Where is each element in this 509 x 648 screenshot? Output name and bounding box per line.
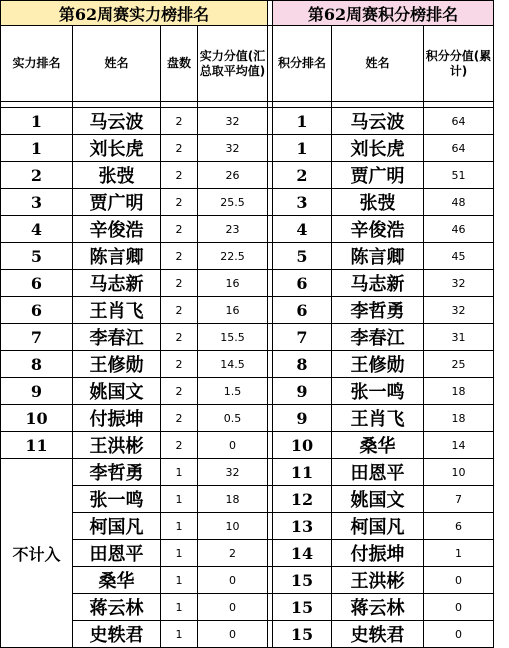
- player-name-cell: 贾广明: [73, 189, 161, 216]
- table-row: [1, 594, 494, 621]
- player-name-cell: 李哲勇: [332, 297, 424, 324]
- points-value-cell: 10: [424, 459, 494, 486]
- player-name-cell: 刘长虎: [73, 135, 161, 162]
- strength-value-cell: 23: [198, 216, 268, 243]
- games-count-cell: 1: [161, 513, 198, 540]
- games-count-cell: 1: [161, 567, 198, 594]
- table-row: [1, 486, 494, 513]
- points-value-cell: 64: [424, 135, 494, 162]
- games-count-cell: 2: [161, 432, 198, 459]
- games-count-cell: 2: [161, 378, 198, 405]
- points-value-cell: 0: [424, 621, 494, 648]
- player-name-cell: 付振坤: [332, 540, 424, 567]
- points-value-cell: 18: [424, 405, 494, 432]
- player-name-cell: 柯国凡: [73, 513, 161, 540]
- games-count-cell: 2: [161, 270, 198, 297]
- games-count-cell: 2: [161, 216, 198, 243]
- points-rank-cell: 9: [273, 405, 332, 432]
- points-value-cell: 14: [424, 432, 494, 459]
- points-rank-cell: 6: [273, 270, 332, 297]
- points-rank-cell: 8: [273, 351, 332, 378]
- player-name-cell: 李春江: [332, 324, 424, 351]
- player-name-cell: 王洪彬: [73, 432, 161, 459]
- games-count-cell: 2: [161, 297, 198, 324]
- player-name-cell: 马志新: [332, 270, 424, 297]
- points-rank-cell: 1: [273, 108, 332, 135]
- strength-value-cell: 32: [198, 108, 268, 135]
- strength-value-cell: 16: [198, 297, 268, 324]
- points-value-cell: 25: [424, 351, 494, 378]
- table-row: [1, 567, 494, 594]
- table-row: [1, 513, 494, 540]
- header-strength-rank: 实力排名: [1, 26, 73, 102]
- points-rank-cell: 4: [273, 216, 332, 243]
- player-name-cell: 王修勋: [73, 351, 161, 378]
- table-row: [1, 621, 494, 648]
- table-row: [1, 324, 494, 351]
- header-points-value: 积分分值(累计): [424, 26, 494, 102]
- strength-rank-cell: 7: [1, 324, 73, 351]
- strength-rank-cell: 11: [1, 432, 73, 459]
- player-name-cell: 田恩平: [332, 459, 424, 486]
- player-name-cell: 贾广明: [332, 162, 424, 189]
- player-name-cell: 田恩平: [73, 540, 161, 567]
- strength-value-cell: 18: [198, 486, 268, 513]
- player-name-cell: 马云波: [73, 108, 161, 135]
- points-value-cell: 31: [424, 324, 494, 351]
- strength-value-cell: 16: [198, 270, 268, 297]
- strength-value-cell: 10: [198, 513, 268, 540]
- table-row: [1, 189, 494, 216]
- player-name-cell: 蒋云林: [332, 594, 424, 621]
- player-name-cell: 刘长虎: [332, 135, 424, 162]
- strength-value-cell: 0: [198, 567, 268, 594]
- header-right-name: 姓名: [332, 26, 424, 102]
- table-row: [1, 135, 494, 162]
- strength-value-cell: 0: [198, 594, 268, 621]
- points-rank-cell: 12: [273, 486, 332, 513]
- title-row: [1, 1, 494, 26]
- strength-value-cell: 25.5: [198, 189, 268, 216]
- player-name-cell: 李哲勇: [73, 459, 161, 486]
- strength-value-cell: 0.5: [198, 405, 268, 432]
- points-rank-cell: 5: [273, 243, 332, 270]
- strength-ranking-title: 第62周赛实力榜排名: [1, 1, 268, 26]
- player-name-cell: 陈言卿: [73, 243, 161, 270]
- points-rank-cell: 10: [273, 432, 332, 459]
- points-value-cell: 1: [424, 540, 494, 567]
- player-name-cell: 李春江: [73, 324, 161, 351]
- strength-value-cell: 26: [198, 162, 268, 189]
- points-value-cell: 6: [424, 513, 494, 540]
- points-value-cell: 7: [424, 486, 494, 513]
- player-name-cell: 史轶君: [332, 621, 424, 648]
- table-row: [1, 540, 494, 567]
- strength-value-cell: 14.5: [198, 351, 268, 378]
- strength-value-cell: 0: [198, 432, 268, 459]
- player-name-cell: 王肖飞: [73, 297, 161, 324]
- table-row: [1, 270, 494, 297]
- points-rank-cell: 15: [273, 621, 332, 648]
- player-name-cell: 史轶君: [73, 621, 161, 648]
- points-rank-cell: 11: [273, 459, 332, 486]
- header-points-rank: 积分排名: [273, 26, 332, 102]
- strength-rank-cell: 2: [1, 162, 73, 189]
- table-row: [1, 243, 494, 270]
- points-value-cell: 18: [424, 378, 494, 405]
- excluded-label: 不计入: [1, 459, 73, 648]
- header-left-name: 姓名: [73, 26, 161, 102]
- strength-rank-cell: 10: [1, 405, 73, 432]
- strength-value-cell: 22.5: [198, 243, 268, 270]
- player-name-cell: 姚国文: [332, 486, 424, 513]
- player-name-cell: 王修勋: [332, 351, 424, 378]
- player-name-cell: 蒋云林: [73, 594, 161, 621]
- ranking-table-body: [1, 1, 494, 648]
- points-rank-cell: 2: [273, 162, 332, 189]
- player-name-cell: 桑华: [73, 567, 161, 594]
- games-count-cell: 2: [161, 351, 198, 378]
- player-name-cell: 姚国文: [73, 378, 161, 405]
- games-count-cell: 2: [161, 324, 198, 351]
- strength-rank-cell: 9: [1, 378, 73, 405]
- table-row: [1, 405, 494, 432]
- player-name-cell: 张弢: [73, 162, 161, 189]
- strength-value-cell: 1.5: [198, 378, 268, 405]
- table-row: [1, 216, 494, 243]
- strength-value-cell: 2: [198, 540, 268, 567]
- points-rank-cell: 15: [273, 594, 332, 621]
- strength-value-cell: 32: [198, 459, 268, 486]
- games-count-cell: 1: [161, 540, 198, 567]
- points-rank-cell: 14: [273, 540, 332, 567]
- points-value-cell: 45: [424, 243, 494, 270]
- header-row: [1, 26, 494, 102]
- points-value-cell: 0: [424, 567, 494, 594]
- table-row: [1, 108, 494, 135]
- points-value-cell: 32: [424, 297, 494, 324]
- player-name-cell: 马志新: [73, 270, 161, 297]
- strength-rank-cell: 6: [1, 297, 73, 324]
- games-count-cell: 1: [161, 486, 198, 513]
- header-games: 盘数: [161, 26, 198, 102]
- header-strength-value: 实力分值(汇总取平均值): [198, 26, 268, 102]
- strength-rank-cell: 8: [1, 351, 73, 378]
- player-name-cell: 陈言卿: [332, 243, 424, 270]
- player-name-cell: 付振坤: [73, 405, 161, 432]
- games-count-cell: 2: [161, 162, 198, 189]
- strength-value-cell: 15.5: [198, 324, 268, 351]
- strength-rank-cell: 1: [1, 135, 73, 162]
- games-count-cell: 1: [161, 459, 198, 486]
- points-rank-cell: 15: [273, 567, 332, 594]
- player-name-cell: 柯国凡: [332, 513, 424, 540]
- strength-rank-cell: 1: [1, 108, 73, 135]
- points-rank-cell: 1: [273, 135, 332, 162]
- points-rank-cell: 13: [273, 513, 332, 540]
- points-value-cell: 64: [424, 108, 494, 135]
- strength-rank-cell: 6: [1, 270, 73, 297]
- games-count-cell: 2: [161, 108, 198, 135]
- games-count-cell: 2: [161, 243, 198, 270]
- points-value-cell: 46: [424, 216, 494, 243]
- points-rank-cell: 9: [273, 378, 332, 405]
- player-name-cell: 桑华: [332, 432, 424, 459]
- points-rank-cell: 7: [273, 324, 332, 351]
- table-row: [1, 378, 494, 405]
- strength-value-cell: 32: [198, 135, 268, 162]
- points-ranking-title: 第62周赛积分榜排名: [273, 1, 494, 26]
- table-row: [1, 351, 494, 378]
- games-count-cell: 2: [161, 189, 198, 216]
- games-count-cell: 1: [161, 621, 198, 648]
- strength-rank-cell: 3: [1, 189, 73, 216]
- player-name-cell: 王洪彬: [332, 567, 424, 594]
- points-value-cell: 48: [424, 189, 494, 216]
- player-name-cell: 王肖飞: [332, 405, 424, 432]
- player-name-cell: 张一鸣: [73, 486, 161, 513]
- player-name-cell: 辛俊浩: [73, 216, 161, 243]
- strength-rank-cell: 4: [1, 216, 73, 243]
- strength-value-cell: 0: [198, 621, 268, 648]
- games-count-cell: 2: [161, 405, 198, 432]
- points-rank-cell: 6: [273, 297, 332, 324]
- player-name-cell: 马云波: [332, 108, 424, 135]
- points-value-cell: 32: [424, 270, 494, 297]
- games-count-cell: 1: [161, 594, 198, 621]
- table-row: [1, 459, 494, 486]
- points-value-cell: 0: [424, 594, 494, 621]
- games-count-cell: 2: [161, 135, 198, 162]
- points-rank-cell: 3: [273, 189, 332, 216]
- player-name-cell: 张一鸣: [332, 378, 424, 405]
- strength-rank-cell: 5: [1, 243, 73, 270]
- table-row: [1, 432, 494, 459]
- points-value-cell: 51: [424, 162, 494, 189]
- table-row: [1, 162, 494, 189]
- table-row: [1, 297, 494, 324]
- player-name-cell: 张弢: [332, 189, 424, 216]
- player-name-cell: 辛俊浩: [332, 216, 424, 243]
